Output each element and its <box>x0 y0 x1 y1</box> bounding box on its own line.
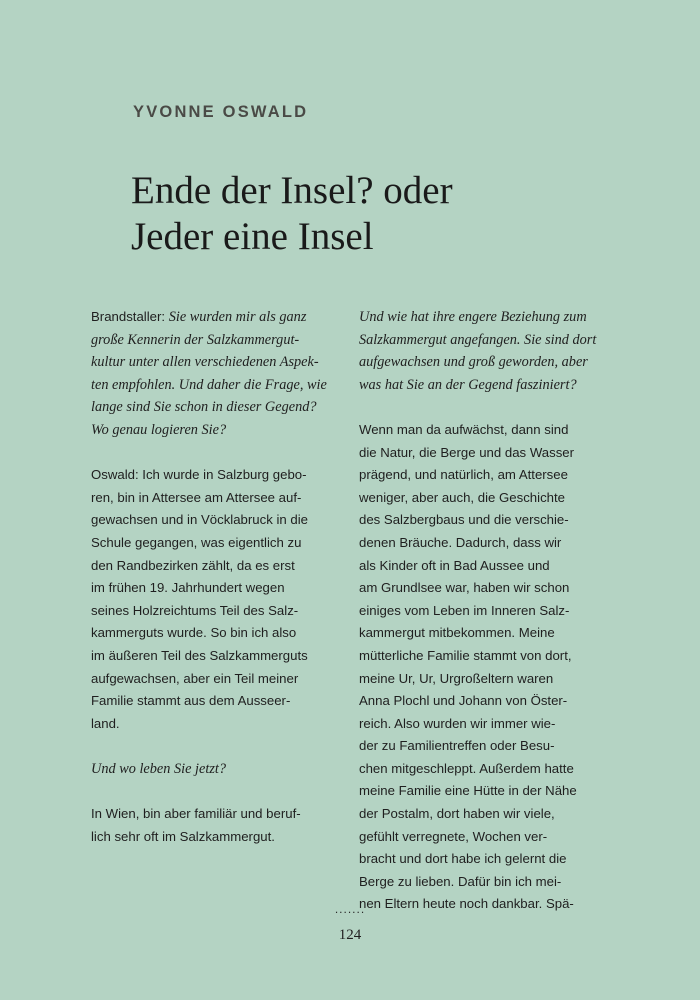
text-line <box>359 487 619 510</box>
text-line <box>91 758 341 781</box>
text-line <box>91 803 341 826</box>
text-line <box>91 351 341 374</box>
text-line <box>359 668 619 691</box>
text-line <box>359 622 619 645</box>
question-text: ten empfohlen. Und daher die Frage, wie <box>91 376 327 393</box>
answer-text: der zu Familientreffen oder Besu- <box>359 738 555 754</box>
question-text: was hat Sie an der Gegend fasziniert? <box>359 376 577 393</box>
text-line <box>359 464 619 487</box>
text-line <box>359 690 619 713</box>
text-line <box>359 735 619 758</box>
text-line <box>359 803 619 826</box>
text-line <box>91 464 341 487</box>
title-line: Ende der Insel? oder <box>131 169 453 212</box>
paragraph-gap <box>91 442 341 465</box>
text-line <box>91 487 341 510</box>
text-line <box>359 600 619 623</box>
text-line <box>91 329 341 352</box>
answer-text: Schule gegangen, was eigentlich zu <box>91 534 302 550</box>
answer-text: ren, bin in Attersee am Attersee auf- <box>91 489 302 505</box>
answer-text: der Postalm, dort haben wir viele, <box>359 806 555 822</box>
answer-text: kammerguts wurde. So bin ich also <box>91 625 297 641</box>
question-text: lange sind Sie schon in dieser Gegend? <box>91 399 317 416</box>
text-line <box>359 374 619 397</box>
text-line <box>91 555 341 578</box>
text-line <box>359 780 619 803</box>
question-text: Sie wurden mir als ganz <box>168 309 307 325</box>
answer-text: In Wien, bin aber familiär und beruf- <box>91 806 301 822</box>
title-line: Jeder eine Insel <box>131 215 374 258</box>
text-line <box>359 442 619 465</box>
author-name: YVONNE OSWALD <box>133 103 309 121</box>
answer-text: gefühlt verregnete, Wochen ver- <box>359 828 548 844</box>
question-text: aufgewachsen und groß geworden, aber <box>359 354 588 371</box>
answer-text: bracht und dort habe ich gelernt die <box>359 851 567 867</box>
answer-text: aufgewachsen, aber ein Teil meiner <box>91 670 299 686</box>
question-text: Salzkammergut angefangen. Sie sind dort <box>359 331 597 348</box>
answer-text: einiges vom Leben im Inneren Salz- <box>359 602 570 618</box>
answer-text: den Randbezirken zählt, da es erst <box>91 557 295 573</box>
question-text: kultur unter allen verschiedenen Aspek- <box>91 354 319 371</box>
answer-text: am Grundlsee war, haben wir schon <box>359 580 570 596</box>
answer-text: prägend, und natürlich, am Attersee <box>359 467 568 483</box>
text-line <box>91 622 341 645</box>
text-line <box>359 351 619 374</box>
right-text-column <box>359 306 619 916</box>
question-text: Und wo leben Sie jetzt? <box>91 760 227 777</box>
answer-text: als Kinder oft in Bad Aussee und <box>359 557 550 573</box>
answer-text: gewachsen und in Vöcklabruck in die <box>91 512 308 528</box>
text-line <box>359 871 619 894</box>
question-text: große Kennerin der Salzkammergut- <box>91 331 300 348</box>
question-text: Und wie hat ihre engere Beziehung zum <box>359 309 587 325</box>
answer-text: im äußeren Teil des Salzkammerguts <box>91 647 308 663</box>
answer-text: reich. Also wurden wir immer wie- <box>359 715 556 731</box>
answer-text: Brandstaller: <box>91 309 169 324</box>
answer-text: seines Holzreichtums Teil des Salz- <box>91 602 299 618</box>
text-line <box>359 645 619 668</box>
text-line <box>359 826 619 849</box>
paragraph-gap <box>91 735 341 758</box>
text-line <box>359 555 619 578</box>
paragraph-gap <box>359 396 619 419</box>
answer-text: land. <box>91 715 120 731</box>
text-line <box>91 532 341 555</box>
answer-text: Anna Plochl und Johann von Öster- <box>359 693 568 709</box>
answer-text: weniger, aber auch, die Geschichte <box>359 489 565 505</box>
answer-text: mütterliche Familie stammt von dort, <box>359 647 572 663</box>
text-line <box>91 826 341 849</box>
answer-text: meine Ur, Ur, Urgroßeltern waren <box>359 670 554 686</box>
text-line <box>359 306 619 329</box>
answer-text: Familie stammt aus dem Ausseer- <box>91 693 291 709</box>
answer-text: nen Eltern heute noch dankbar. Spä- <box>359 896 574 912</box>
text-line <box>359 419 619 442</box>
answer-text: Wenn man da aufwächst, dann sind <box>359 421 569 437</box>
question-text: Wo genau logieren Sie? <box>91 421 227 438</box>
text-line <box>91 396 341 419</box>
answer-text: Berge zu lieben. Dafür bin ich mei- <box>359 873 562 889</box>
text-line <box>359 758 619 781</box>
page-number: 124 <box>338 927 362 943</box>
text-line <box>91 306 341 329</box>
answer-text: denen Bräuche. Dadurch, dass wir <box>359 534 562 550</box>
text-line <box>91 690 341 713</box>
answer-text: meine Familie eine Hütte in der Nähe <box>359 783 577 799</box>
answer-text: Oswald: Ich wurde in Salzburg gebo- <box>91 467 307 483</box>
text-line <box>91 509 341 532</box>
text-line <box>359 713 619 736</box>
article-title <box>131 168 611 260</box>
text-line <box>91 668 341 691</box>
text-line <box>359 532 619 555</box>
text-line <box>91 374 341 397</box>
text-line <box>359 509 619 532</box>
text-line <box>359 577 619 600</box>
text-line <box>359 329 619 352</box>
answer-text: des Salzbergbaus und die verschie- <box>359 512 569 528</box>
text-line <box>91 713 341 736</box>
answer-text: im frühen 19. Jahrhundert wegen <box>91 580 285 596</box>
left-text-column <box>91 306 341 848</box>
text-line <box>91 600 341 623</box>
text-line <box>91 645 341 668</box>
page-ornament: ....... <box>334 902 366 916</box>
text-line <box>359 848 619 871</box>
answer-text: die Natur, die Berge und das Wasser <box>359 444 575 460</box>
paragraph-gap <box>91 780 341 803</box>
text-line <box>91 419 341 442</box>
text-line <box>91 577 341 600</box>
answer-text: chen mitgeschleppt. Außerdem hatte <box>359 760 574 776</box>
answer-text: kammergut mitbekommen. Meine <box>359 625 555 641</box>
answer-text: lich sehr oft im Salzkammergut. <box>91 828 275 844</box>
